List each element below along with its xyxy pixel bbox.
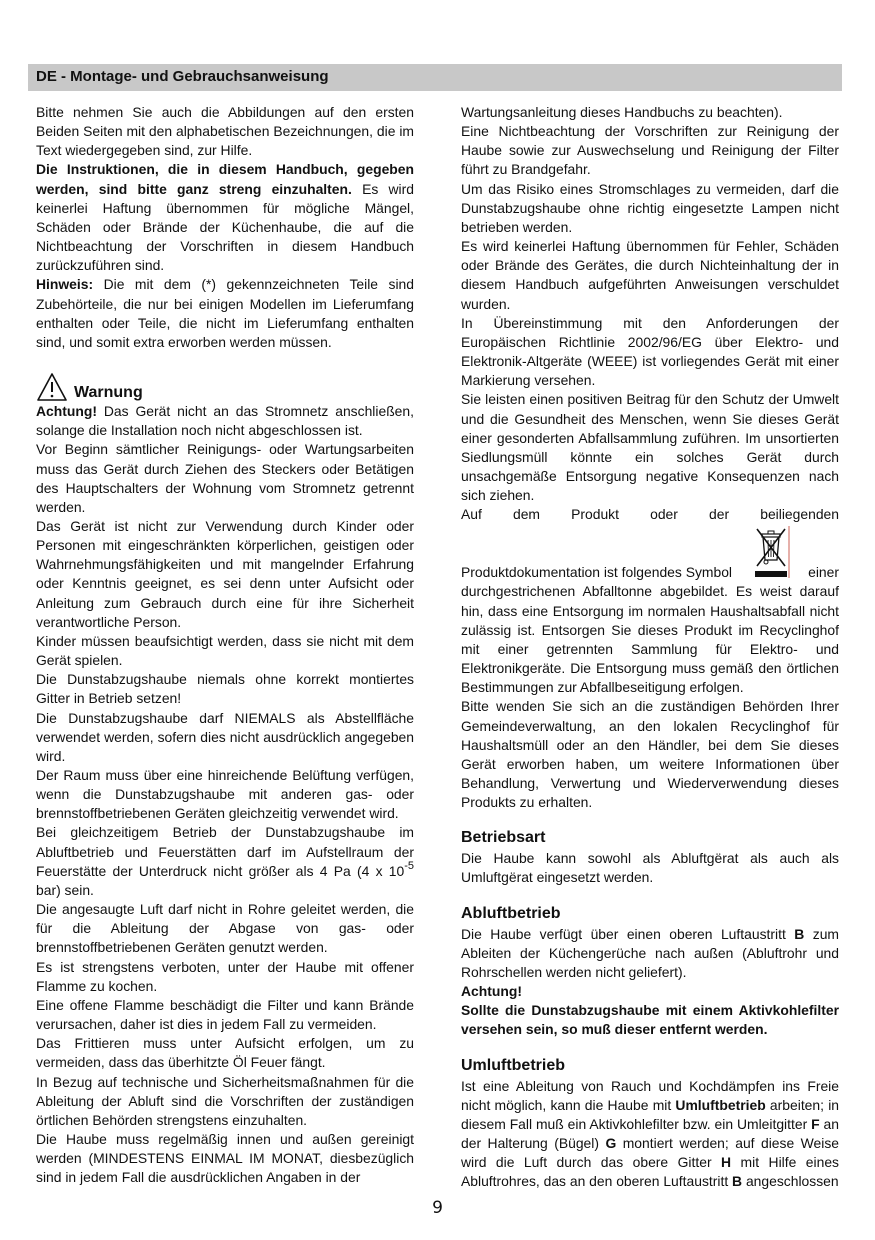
achtung-text: Das Gerät nicht an das Stromnetz anschließen, solange die Installation noch nicht abgeschlossen ist. xyxy=(36,403,414,439)
umluftbetrieb-heading: Umluftbetrieb xyxy=(461,1056,565,1074)
paragraph: Die Dunstabzugshaube darf NIEMALS als Abstellfläche verwendet werden, sofern dies nicht ausdrücklich angegeben wird. xyxy=(36,709,414,764)
warning-title: Warnung xyxy=(74,384,143,402)
hinweis-label: Hinweis: xyxy=(36,276,94,293)
warning-triangle-icon xyxy=(36,372,68,402)
paragraph: Auf dem Produkt oder der beiliegenden xyxy=(461,506,839,523)
ref-letter-g: G xyxy=(605,1135,617,1152)
abluft-text-b: zum Ableiten der Küchengerüche nach außen (Abluftrohr und Rohrschellen werden nicht geliefert). xyxy=(461,925,839,980)
betriebsart-paragraph: Die Haube kann sowohl als Abluftgërat als auch als Umluftgërat eingesetzt werden. xyxy=(461,850,839,886)
abluft-achtung-label: Achtung! xyxy=(461,983,522,1000)
paragraph: Eine Nichtbeachtung der Vorschriften zur Reinigung der Haube sowie zur Auswechselung und Reinigung der Filter führt zu Brandgefahr. xyxy=(461,123,839,178)
paragraph: Wartungsanleitung dieses Handbuchs zu beachten). xyxy=(461,104,783,120)
umluft-text-c: an der Halterung (Bügel) xyxy=(461,1115,839,1152)
paragraph: Vor Beginn sämtlicher Reinigungs- oder Wartungsarbeiten muss das Gerät durch Ziehen des Steckers oder Betätigen des Hauptschalters der Wohnung vom Stromnetz getrennt werden. xyxy=(36,441,414,515)
pressure-text: Bei gleichzeitigem Betrieb der Dunstabzugshaube im Abluftbetrieb und Feuerstätten darf im Aufstellraum der Feuerstätte der Unterdruck nicht größer als 4 Pa (4 x 10 xyxy=(36,824,414,879)
abluft-warning-text: Sollte die Dunstabzugshaube mit einem Aktivkohlefilter versehen sein, so muß dieser entfernt werden. xyxy=(461,1002,839,1038)
left-column xyxy=(36,103,414,1187)
pressure-unit: bar) sein. xyxy=(36,881,94,898)
paragraph: Kinder müssen beaufsichtigt werden, dass sie nicht mit dem Gerät spielen. xyxy=(36,632,414,669)
umluft-bold: Umluftbetrieb xyxy=(675,1096,766,1113)
ref-letter-b: B xyxy=(794,925,805,942)
section-title: DE - Montage- und Gebrauchsanweisung xyxy=(36,68,329,85)
paragraph: Sie leisten einen positiven Beitrag für den Schutz der Umwelt und die Gesundheit des Menschen, wenn Sie dieses Gerät einer gesonderten Abfallsammlung zuführen. Im unsortierten Siedlungsmüll könnte ein solches Gerät durch unsachgemäße Entsorgung negative Konsequenzen nach sich ziehen. xyxy=(461,391,839,504)
betriebsart-heading: Betriebsart xyxy=(461,829,546,847)
page-number: 9 xyxy=(432,1198,443,1218)
paragraph: In Bezug auf technische und Sicherheitsmaßnahmen für die Ableitung der Abluft sind die Vorschriften der zuständigen örtlichen Behörden strengstens einzuhalten. xyxy=(36,1073,414,1128)
exponent: -5 xyxy=(404,859,414,872)
intro-paragraph: Bitte nehmen Sie auch die Abbildungen auf den ersten Beiden Seiten mit den alphabetischen Bezeichnungen, die im Text wiedergegeben sind, zur Hilfe. xyxy=(36,104,414,159)
paragraph: Der Raum muss über eine hinreichende Belüftung verfügen, wenn die Dunstabzugshaube mit anderen gas- oder brennstoffbetriebenen Geräten gleichzeitig verwendet wird. xyxy=(36,767,414,822)
paragraph: Das Frittieren muss unter Aufsicht erfolgen, um zu vermeiden, dass das überhitzte Öl Feuer fängt. xyxy=(36,1035,414,1071)
paragraph: durchgestrichenen Abfalltonne abgebildet. Es weist darauf hin, dass eine Entsorgung im normalen Haushaltsabfall nicht zulässig ist. Entsorgen Sie dieses Produkt im Recyclinghof mit einer getrennten Sammlung für Elektro- und Elektronikgeräte. Die Entsorgung muss gemäß den örtlichen Bestimmungen zur Abfallbeseitigung erfolgen. xyxy=(461,583,839,696)
abluft-text-a: Die Haube verfügt über einen oberen Luftaustritt xyxy=(461,925,795,942)
warning-heading xyxy=(36,372,414,402)
ref-letter-b: B xyxy=(732,1173,743,1190)
paragraph: Es wird keinerlei Haftung übernommen für Fehler, Schäden oder Brände des Gerätes, die durch Nichteinhaltung der in diesem Handbuch aufgeführten Anweisungen verschuldet wurden. xyxy=(461,238,839,312)
instructions-bold: Die Instruktionen, die in diesem Handbuch, gegeben werden, sind bitte ganz streng einzuhalten. xyxy=(36,161,414,197)
hinweis-paragraph xyxy=(36,275,414,352)
pressure-paragraph xyxy=(36,823,414,900)
paragraph: Es ist strengstens verboten, unter der Haube mit offener Flamme zu kochen. xyxy=(36,958,414,994)
instructions-paragraph xyxy=(36,160,414,275)
umluftbetrieb-paragraph xyxy=(461,1077,839,1192)
paragraph: Das Gerät ist nicht zur Verwendung durch Kinder oder Personen mit eingeschränkten körperlichen, geistigen oder Wahrnehmungsfähigkeiten und mit mangelnder Erfahrung oder Kenntnis geeignet, es sei denn unter Aufsicht oder Anleitung zum Gebrauch durch eine für ihre Sicherheit verantwortliche Person. xyxy=(36,517,414,630)
umluft-text-e: mit Hilfe eines Abluftrohres, das an den oberen Luftaustritt xyxy=(461,1154,839,1190)
symbol-text-after: einer xyxy=(808,564,839,581)
abluftbetrieb-heading: Abluftbetrieb xyxy=(461,904,561,922)
ref-letter-h: H xyxy=(721,1154,732,1171)
paragraph: Um das Risiko eines Stromschlages zu vermeiden, darf die Dunstabzugshaube ohne richtig eingesetzte Lampen nicht betrieben werden. xyxy=(461,180,839,235)
paragraph: Die angesaugte Luft darf nicht in Rohre geleitet werden, die für die Ableitung der Abgase von gas- oder brennstoffbetriebenen Geräten genutzt werden. xyxy=(36,901,414,956)
umluft-text-b: arbeiten; in diesem Fall muß ein Aktivkohlefilter bzw. ein Umleitgitter xyxy=(461,1096,840,1132)
section-header xyxy=(28,64,842,91)
paragraph: Bitte wenden Sie sich an die zuständigen Behörden Ihrer Gemeindeverwaltung, an den lokalen Recyclinghof für Haushaltsmüll oder an den Händler, bei dem Sie dieses Gerät erworben haben, um weitere Informationen über Behandlung, Verwertung und Wiederverwendung dieses Produkts zu erhalten. xyxy=(461,698,839,811)
weee-symbol-row xyxy=(461,524,839,582)
instructions-rest: Es wird keinerlei Haftung übernommen für mögliche Mängel, Schäden oder Brände der Küchenhaube, die auf die Nichtbeachtung der Vorschriften in diesem Handbuch zurückzuführen sind. xyxy=(36,180,414,274)
paragraph: In Übereinstimmung mit den Anforderungen der Europäischen Richtlinie 2002/96/EG über Elektro- und Elektronik-Altgeräte (WEEE) ist vorliegendes Gerät mit einer Markierung versehen. xyxy=(461,314,839,389)
umluft-text-f: angeschlossen xyxy=(742,1173,839,1190)
umluft-text-a: Ist eine Ableitung von Rauch und Kochdämpfen ins Freie nicht möglich, kann die Haube mit xyxy=(461,1077,839,1113)
hinweis-text: Die mit dem (*) gekennzeichneten Teile sind Zubehörteile, die nur bei einigen Modellen im Lieferumfang enthalten oder Teile, die nicht im Lieferumfang enthalten sind, und somit extra erworben werden müssen. xyxy=(36,276,414,350)
paragraph: Die Haube muss regelmäßig innen und außen gereinigt werden (MINDESTENS EINMAL IM MONAT, diesbezüglich sind in jedem Fall die ausdrücklichen Angaben in der xyxy=(36,1130,414,1186)
achtung-paragraph xyxy=(36,402,414,440)
paragraph: Eine offene Flamme beschädigt die Filter und kann Brände verursachen, daher ist dies in jedem Fall zu vermeiden. xyxy=(36,996,414,1033)
abluftbetrieb-paragraph xyxy=(461,925,839,982)
crossed-bin-icon xyxy=(751,524,791,580)
umluft-text-d: montiert werden; auf diese Weise wird die Luft durch das obere Gitter xyxy=(461,1135,839,1171)
achtung-label: Achtung! xyxy=(36,403,97,420)
ref-letter-f: F xyxy=(811,1115,820,1132)
right-column xyxy=(461,103,839,1192)
paragraph: Die Dunstabzugshaube niemals ohne korrekt montiertes Gitter in Betrieb setzen! xyxy=(36,671,414,707)
symbol-text-before: Produktdokumentation ist folgendes Symbol xyxy=(461,564,733,581)
